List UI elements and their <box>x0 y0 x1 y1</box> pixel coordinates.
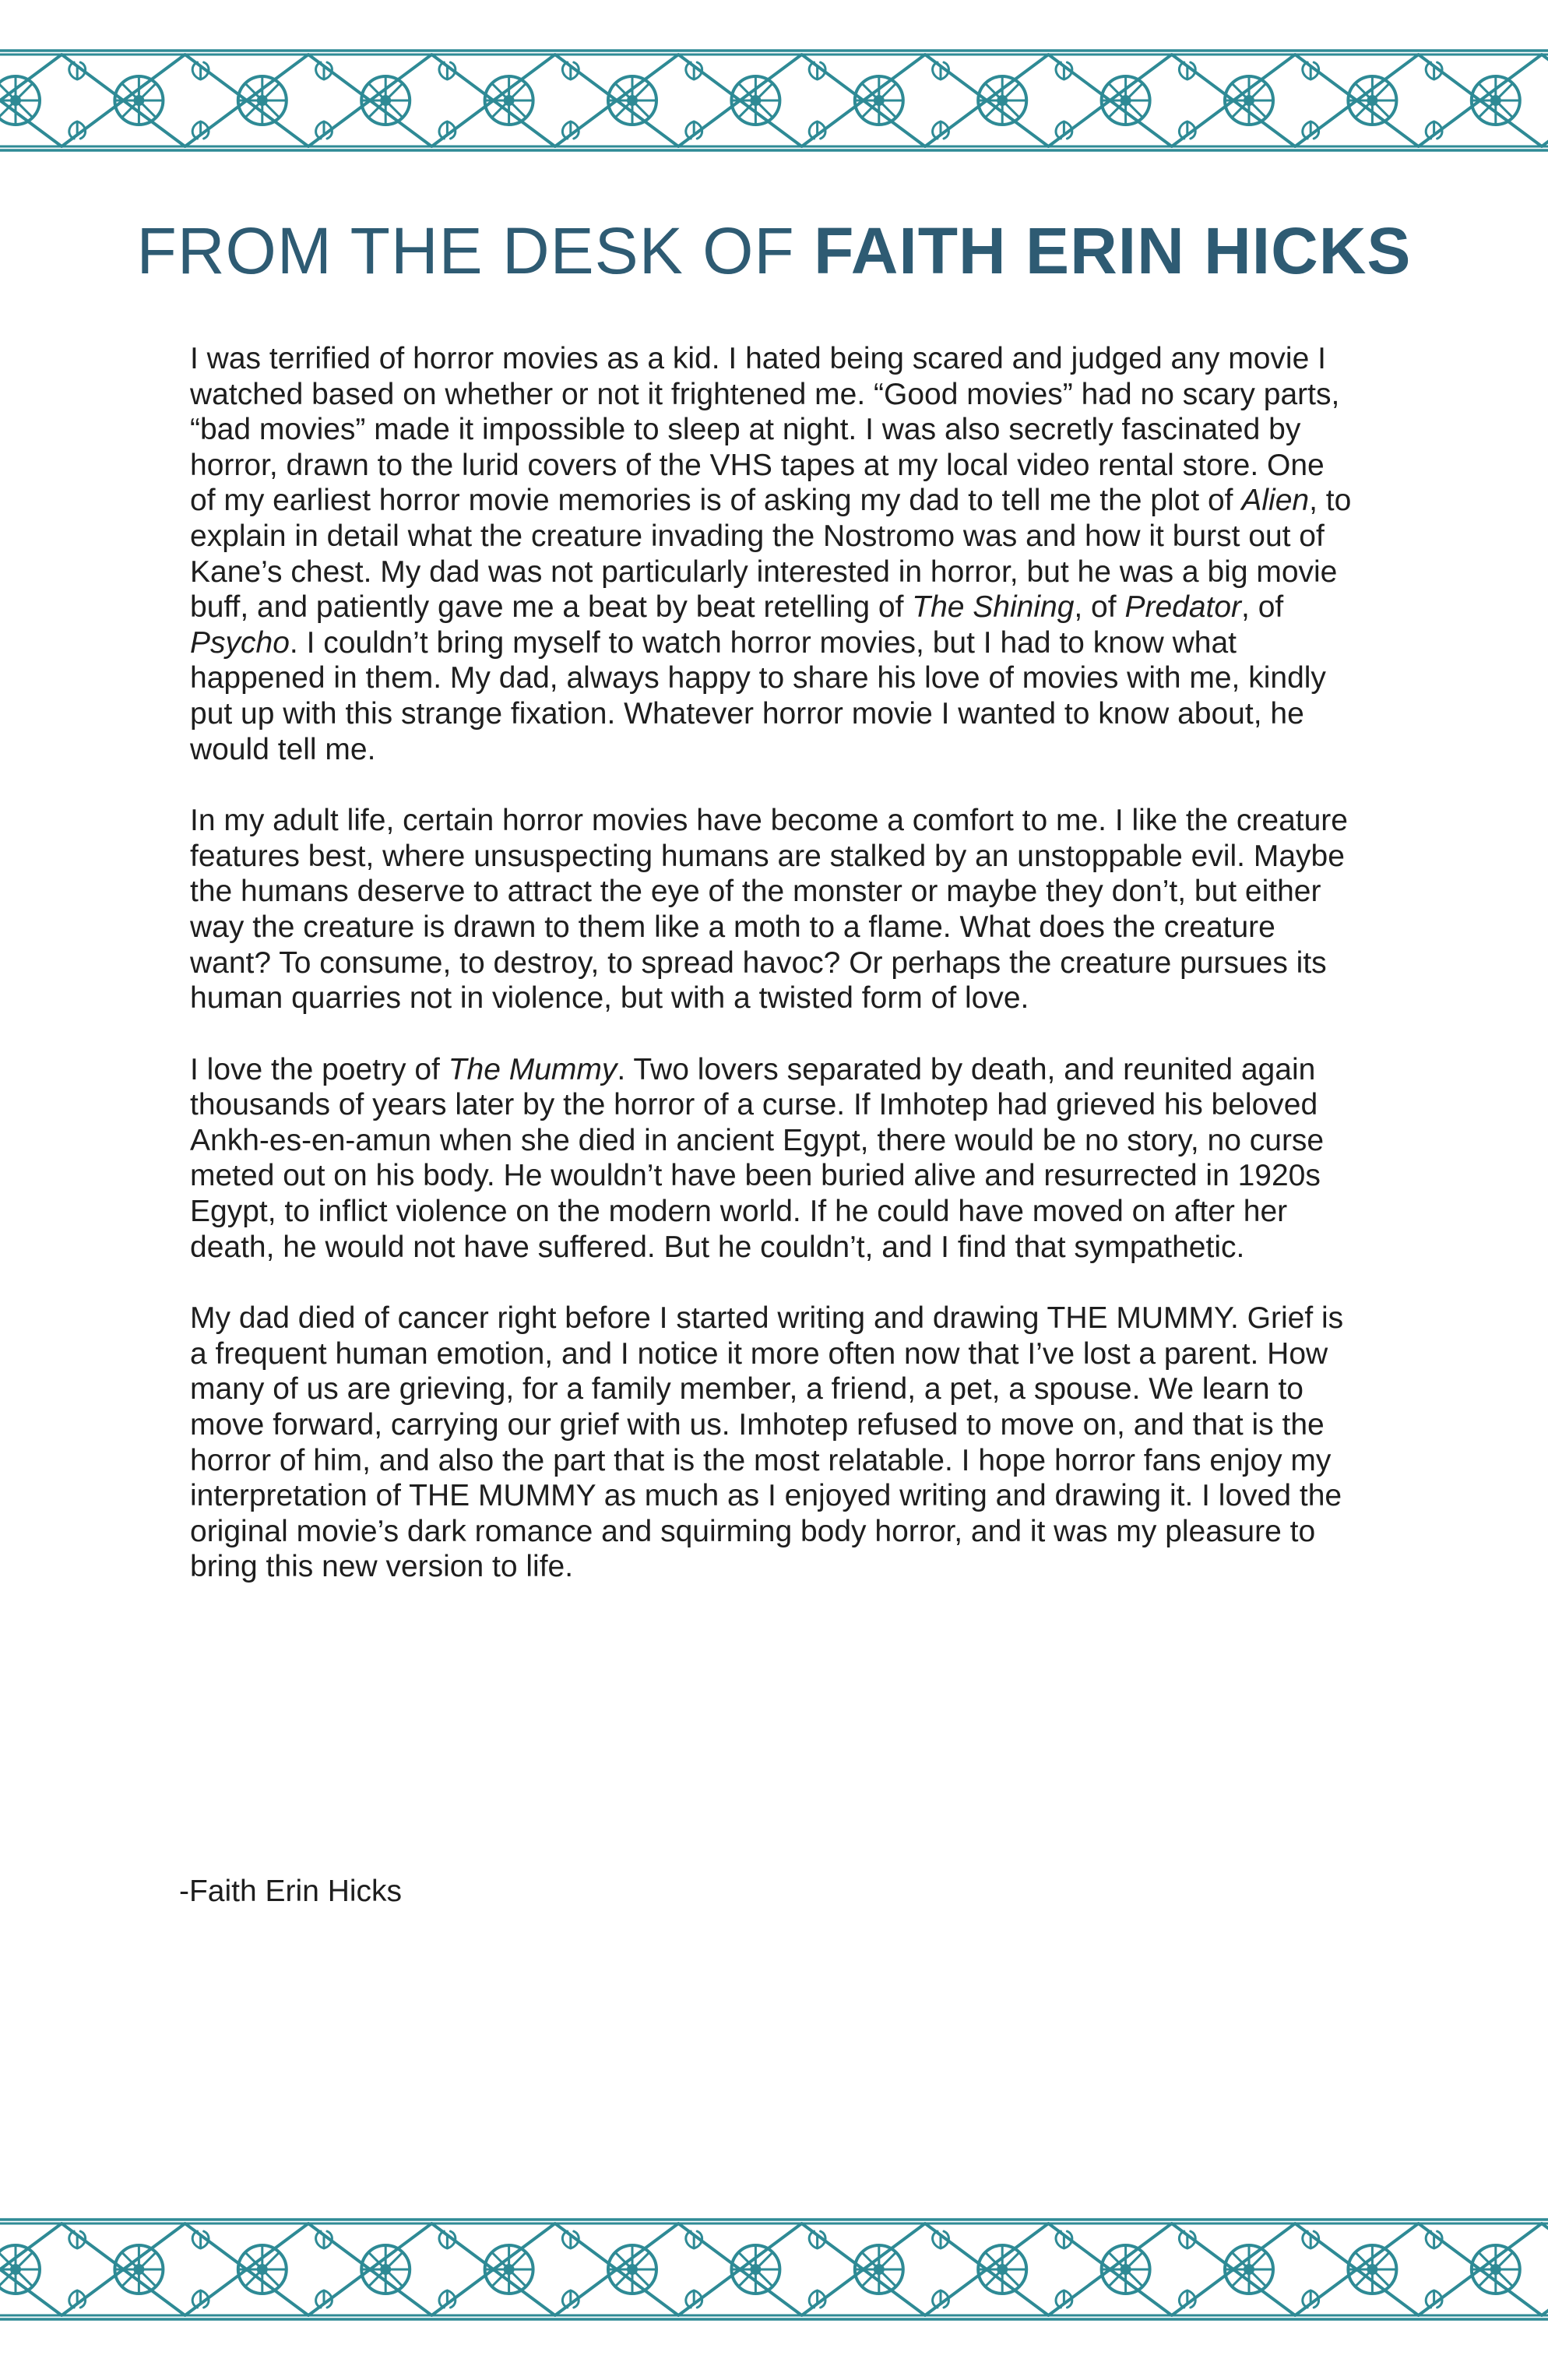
author-name: FAITH ERIN HICKS <box>814 214 1412 287</box>
wheel-frieze-icon <box>0 2217 1548 2322</box>
title-the-shining: The Shining <box>912 590 1075 625</box>
paragraph-4: My dad died of cancer right before I started writing and drawing THE MUMMY. Grief is a frequent human emotion, and I notice it more often now that I’ve lost a parent. How many of us are grieving, for a family member, a friend, a pet, a spouse. We learn to move forward, carrying our grief with us. Imhotep refused to move on, and that is the horror of him, and also the part that is the most relatable. I hope horror fans enjoy my interpretation of THE MUMMY as much as I enjoyed writing and drawing it. I loved the original movie’s dark romance and squirming body horror, and it was my pleasure to bring this new version to life. <box>190 1301 1344 1584</box>
wheel-frieze-icon <box>0 48 1548 153</box>
letter-body <box>190 341 1358 1621</box>
title-predator: Predator <box>1124 590 1242 625</box>
decorative-border-top <box>0 48 1548 153</box>
title-prefix: FROM THE DESK OF <box>136 214 795 287</box>
title-psycho: Psycho <box>190 625 290 660</box>
paragraph-1: I was terrified of horror movies as a kid. I hated being scared and judged any movie I watched based on whether or not it frightened me. “Good movies” had no scary parts, “bad movies” made it impossible to sleep at night. I was also secretly fascinated by horror, drawn to the lurid covers of the VHS tapes at my local video rental store. One of my earliest horror movie memories is of asking my dad to tell me the plot of Alien, to explain in detail what the creature invading the Nostromo was and how it burst out of Kane’s chest. My dad was not particularly interested in horror, but he was a big movie buff, and patiently gave me a beat by beat retelling of The Shining, of Predator, of Psycho. I couldn’t bring myself to watch horror movies, but I had to know what happened in them. My dad, always happy to share his love of movies with me, kindly put up with this strange fixation. Whatever horror movie I wanted to know about, he would tell me. <box>190 342 1352 766</box>
title-the-mummy: The Mummy <box>448 1052 617 1086</box>
paragraph-2: In my adult life, certain horror movies have become a comfort to me. I like the creature features best, where unsuspecting humans are stalked by an unstoppable evil. Maybe the humans deserve to attract the eye of the monster or maybe they don’t, but either way the creature is drawn to them like a moth to a flame. What does the creature want? To consume, to destroy, to spread havoc? Or perhaps the creature pursues its human quarries not in violence, but with a twisted form of love. <box>190 804 1348 1016</box>
paragraph-3: I love the poetry of The Mummy. Two lovers separated by death, and reunited again thousands of years later by the horror of a curse. If Imhotep had grieved his beloved Ankh-es-en-amun when she died in ancient Egypt, there would be no story, no curse meted out on his body. He wouldn’t have been buried alive and resurrected in 1920s Egypt, to inflict violence on the modern world. If he could have moved on after her death, he would not have suffered. But he couldn’t, and I find that sympathetic. <box>190 1052 1325 1264</box>
title-alien: Alien <box>1241 484 1310 518</box>
decorative-border-bottom <box>0 2217 1548 2322</box>
signature: -Faith Erin Hicks <box>179 1875 403 1908</box>
page-title <box>0 212 1548 290</box>
